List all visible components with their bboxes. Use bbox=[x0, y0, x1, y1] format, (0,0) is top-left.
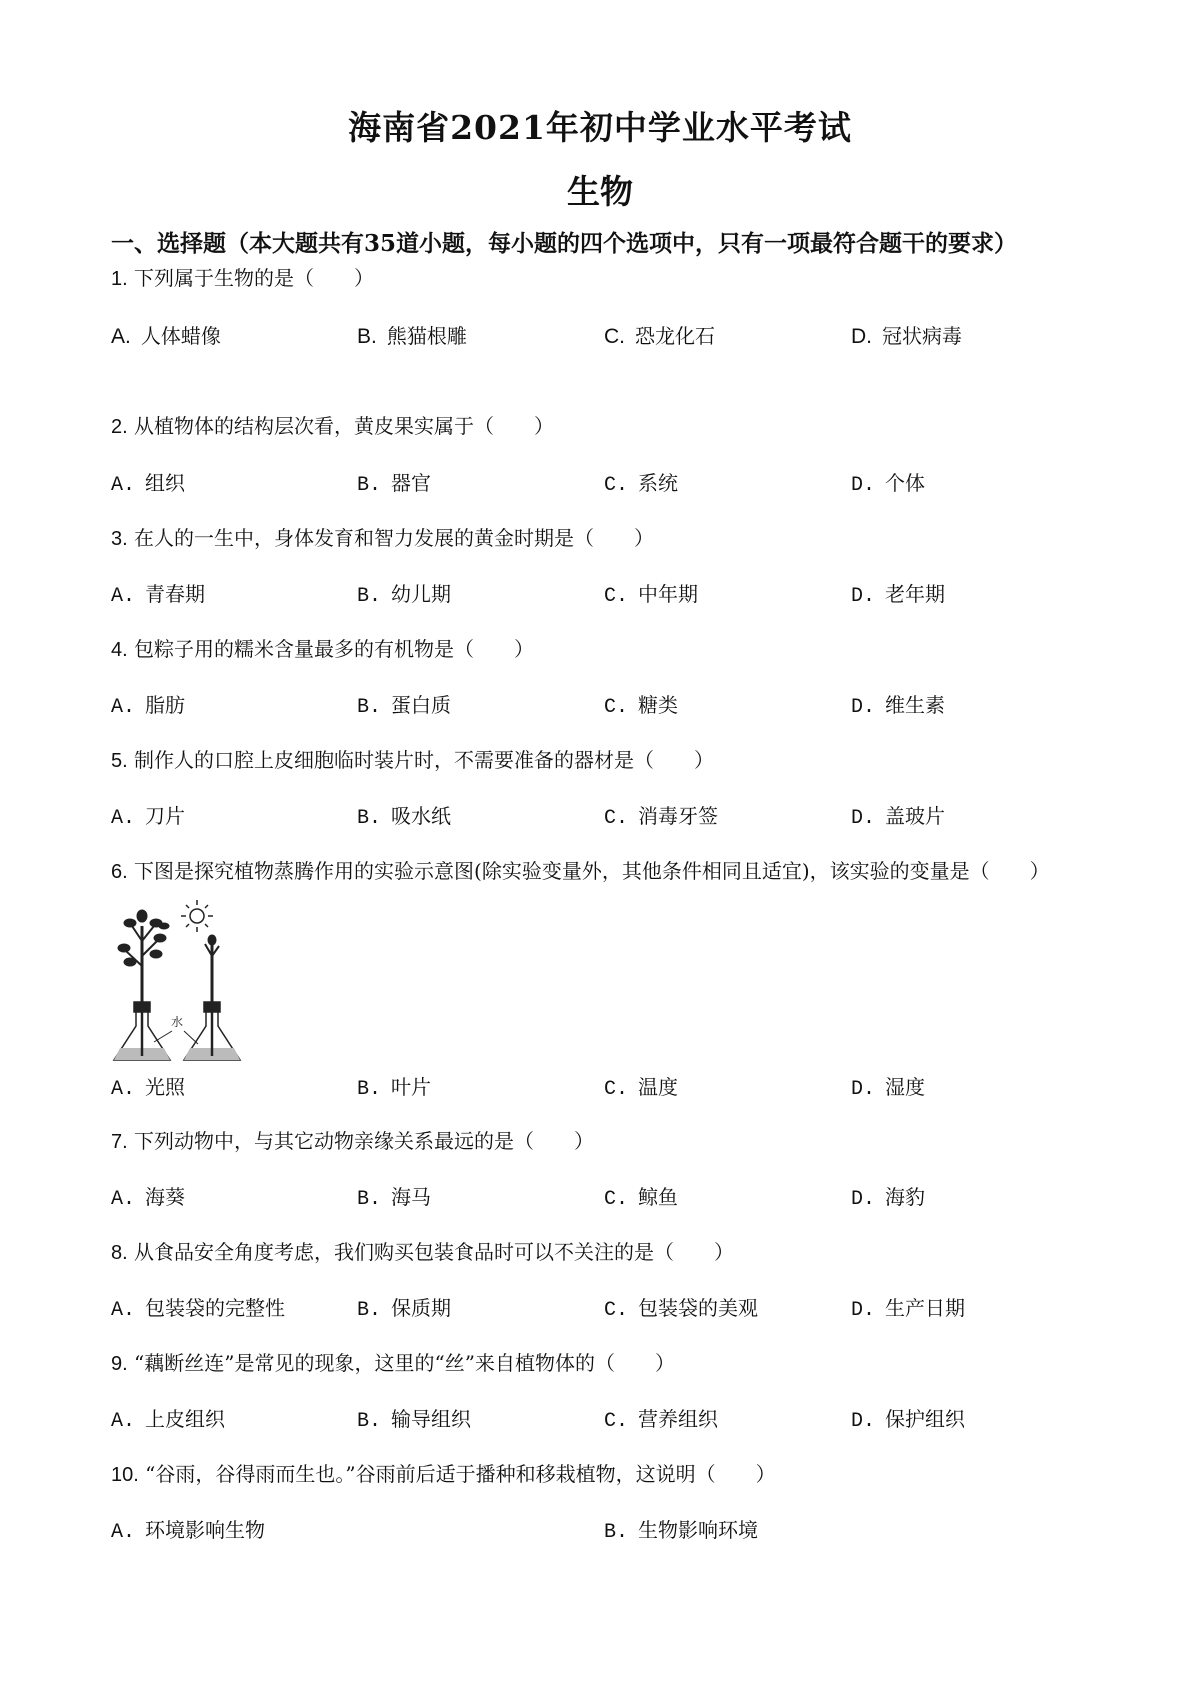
option-a bbox=[111, 467, 185, 497]
option-text: 盖玻片 bbox=[885, 804, 946, 828]
question-text: 包粽子用的糯米含量最多的有机物是（ ） bbox=[134, 637, 535, 661]
question-number: 4. bbox=[111, 639, 128, 661]
option-text: 叶片 bbox=[391, 1075, 432, 1099]
option-letter: B. bbox=[357, 1188, 382, 1211]
question-6 bbox=[111, 855, 1050, 884]
option-letter: D. bbox=[851, 1410, 876, 1433]
option-d bbox=[851, 320, 962, 349]
option-letter: A. bbox=[111, 325, 131, 348]
option-letter: A. bbox=[111, 807, 136, 830]
option-letter: C. bbox=[604, 474, 629, 497]
option-letter: A. bbox=[111, 1188, 136, 1211]
option-letter: C. bbox=[604, 807, 629, 830]
option-c bbox=[604, 1403, 718, 1433]
question-number: 6. bbox=[111, 861, 128, 883]
option-letter: B. bbox=[357, 325, 377, 348]
option-c bbox=[604, 1181, 678, 1211]
option-letter: D. bbox=[851, 1188, 876, 1211]
option-letter: A. bbox=[111, 585, 136, 608]
option-letter: D. bbox=[851, 474, 876, 497]
option-text: 上皮组织 bbox=[145, 1407, 226, 1431]
option-b bbox=[357, 578, 451, 608]
question-2 bbox=[111, 410, 554, 439]
option-text: 维生素 bbox=[885, 693, 946, 717]
plant-without-leaves bbox=[205, 935, 219, 1004]
question-3 bbox=[111, 522, 654, 551]
option-text: 消毒牙签 bbox=[638, 804, 719, 828]
option-text: 蛋白质 bbox=[391, 693, 452, 717]
option-text: 青春期 bbox=[145, 582, 206, 606]
option-letter: D. bbox=[851, 325, 872, 348]
option-text: 人体蜡像 bbox=[140, 324, 221, 348]
option-text: 温度 bbox=[638, 1075, 679, 1099]
option-letter: B. bbox=[357, 1299, 382, 1322]
question-number: 10. bbox=[111, 1464, 139, 1486]
option-c bbox=[604, 1071, 678, 1101]
option-c bbox=[604, 320, 715, 349]
section-heading: 一、选择题（本大题共有35道小题，每小题的四个选项中，只有一项最符合题干的要求） bbox=[111, 230, 1018, 257]
option-b bbox=[357, 1181, 431, 1211]
option-text: 海葵 bbox=[145, 1185, 186, 1209]
option-text: 熊猫根雕 bbox=[386, 324, 467, 348]
question-number: 7. bbox=[111, 1131, 128, 1153]
option-text: 器官 bbox=[391, 471, 432, 495]
option-text: 个体 bbox=[885, 471, 926, 495]
option-text: 输导组织 bbox=[391, 1407, 472, 1431]
option-letter: C. bbox=[604, 1188, 629, 1211]
question-number: 9. bbox=[111, 1353, 128, 1375]
option-text: 环境影响生物 bbox=[145, 1518, 266, 1542]
question-text: “藕断丝连”是常见的现象，这里的“丝”来自植物体的（ ） bbox=[134, 1351, 675, 1375]
option-d bbox=[851, 689, 945, 719]
option-b bbox=[357, 1292, 451, 1322]
option-letter: C. bbox=[604, 696, 629, 719]
question-text: 在人的一生中，身体发育和智力发展的黄金时期是（ ） bbox=[134, 526, 655, 550]
option-text: 保质期 bbox=[391, 1296, 452, 1320]
option-letter: C. bbox=[604, 585, 629, 608]
option-text: 湿度 bbox=[885, 1075, 926, 1099]
question-text: 从植物体的结构层次看，黄皮果实属于（ ） bbox=[134, 414, 555, 438]
option-d bbox=[851, 1181, 925, 1211]
question-number: 2. bbox=[111, 416, 128, 438]
option-letter: C. bbox=[604, 1299, 629, 1322]
option-text: 组织 bbox=[145, 471, 186, 495]
option-b bbox=[357, 689, 451, 719]
option-b bbox=[357, 320, 467, 349]
option-letter: C. bbox=[604, 1410, 629, 1433]
option-d bbox=[851, 800, 945, 830]
option-letter: D. bbox=[851, 807, 876, 830]
option-a bbox=[111, 800, 185, 830]
question-text: 下图是探究植物蒸腾作用的实验示意图(除实验变量外，其他条件相同且适宜)，该实验的变量是（ ） bbox=[134, 859, 1050, 883]
option-letter: B. bbox=[604, 1521, 629, 1544]
option-letter: B. bbox=[357, 1078, 382, 1101]
option-text: 包装袋的美观 bbox=[638, 1296, 759, 1320]
left-flask bbox=[114, 1002, 170, 1060]
question-5 bbox=[111, 744, 714, 773]
option-text: 生物影响环境 bbox=[638, 1518, 759, 1542]
option-letter: D. bbox=[851, 1078, 876, 1101]
exam-title: 海南省2021年初中学业水平考试 bbox=[348, 108, 852, 147]
option-a bbox=[111, 1292, 285, 1322]
option-letter: B. bbox=[357, 1410, 382, 1433]
option-letter: B. bbox=[357, 696, 382, 719]
water-label-leader bbox=[154, 1031, 198, 1044]
option-text: 营养组织 bbox=[638, 1407, 719, 1431]
option-letter: B. bbox=[357, 807, 382, 830]
option-letter: B. bbox=[357, 474, 382, 497]
option-d bbox=[851, 467, 925, 497]
sun-icon bbox=[181, 900, 213, 932]
option-letter: A. bbox=[111, 1299, 136, 1322]
question-4 bbox=[111, 633, 534, 662]
question-8 bbox=[111, 1236, 734, 1265]
option-text: 冠状病毒 bbox=[882, 324, 962, 348]
question-text: 下列属于生物的是（ ） bbox=[134, 266, 375, 290]
option-b bbox=[357, 1071, 431, 1101]
option-letter: B. bbox=[357, 585, 382, 608]
option-letter: C. bbox=[604, 1078, 629, 1101]
option-text: 保护组织 bbox=[885, 1407, 966, 1431]
question-text: 下列动物中，与其它动物亲缘关系最远的是（ ） bbox=[134, 1129, 595, 1153]
option-b bbox=[357, 467, 431, 497]
option-c bbox=[604, 800, 718, 830]
option-text: 糖类 bbox=[638, 693, 679, 717]
option-a bbox=[111, 1403, 225, 1433]
question-text: “谷雨，谷得雨而生也。”谷雨前后适于播种和移栽植物，这说明（ ） bbox=[145, 1462, 776, 1486]
option-c bbox=[604, 1292, 758, 1322]
transpiration-experiment-figure bbox=[112, 896, 264, 1066]
option-letter: A. bbox=[111, 1410, 136, 1433]
option-letter: D. bbox=[851, 696, 876, 719]
option-letter: A. bbox=[111, 1078, 136, 1101]
question-number: 3. bbox=[111, 528, 128, 550]
option-text: 光照 bbox=[145, 1075, 186, 1099]
option-c bbox=[604, 689, 678, 719]
plant-with-leaves bbox=[118, 910, 169, 1004]
question-1 bbox=[111, 262, 374, 291]
option-text: 生产日期 bbox=[885, 1296, 966, 1320]
option-a bbox=[111, 1181, 185, 1211]
option-b bbox=[604, 1514, 758, 1544]
option-letter: A. bbox=[111, 474, 136, 497]
question-text: 制作人的口腔上皮细胞临时装片时，不需要准备的器材是（ ） bbox=[134, 748, 715, 772]
option-text: 吸水纸 bbox=[391, 804, 452, 828]
option-text: 中年期 bbox=[638, 582, 699, 606]
question-9 bbox=[111, 1347, 675, 1376]
subject-title: 生物 bbox=[567, 172, 633, 211]
option-text: 海豹 bbox=[885, 1185, 926, 1209]
option-a bbox=[111, 689, 185, 719]
option-text: 刀片 bbox=[145, 804, 186, 828]
option-b bbox=[357, 1403, 471, 1433]
option-b bbox=[357, 800, 451, 830]
option-text: 幼儿期 bbox=[391, 582, 452, 606]
water-label: 水 bbox=[171, 1015, 184, 1029]
question-text: 从食品安全角度考虑，我们购买包装食品时可以不关注的是（ ） bbox=[134, 1240, 735, 1264]
option-d bbox=[851, 1071, 925, 1101]
option-text: 老年期 bbox=[885, 582, 946, 606]
option-text: 脂肪 bbox=[145, 693, 186, 717]
option-text: 鲸鱼 bbox=[638, 1185, 679, 1209]
option-a bbox=[111, 1514, 265, 1544]
option-d bbox=[851, 578, 945, 608]
option-letter: A. bbox=[111, 696, 136, 719]
question-number: 5. bbox=[111, 750, 128, 772]
question-10 bbox=[111, 1458, 776, 1487]
option-letter: D. bbox=[851, 1299, 876, 1322]
question-number: 1. bbox=[111, 268, 128, 290]
option-letter: D. bbox=[851, 585, 876, 608]
question-number: 8. bbox=[111, 1242, 128, 1264]
option-text: 系统 bbox=[638, 471, 679, 495]
option-a bbox=[111, 320, 221, 349]
option-a bbox=[111, 578, 205, 608]
option-letter: A. bbox=[111, 1521, 136, 1544]
option-letter: C. bbox=[604, 325, 625, 348]
right-flask bbox=[184, 1002, 240, 1060]
option-text: 海马 bbox=[391, 1185, 432, 1209]
option-text: 恐龙化石 bbox=[635, 324, 715, 348]
option-a bbox=[111, 1071, 185, 1101]
option-d bbox=[851, 1292, 965, 1322]
option-c bbox=[604, 467, 678, 497]
question-7 bbox=[111, 1125, 594, 1154]
option-text: 包装袋的完整性 bbox=[145, 1296, 286, 1320]
option-d bbox=[851, 1403, 965, 1433]
option-c bbox=[604, 578, 698, 608]
